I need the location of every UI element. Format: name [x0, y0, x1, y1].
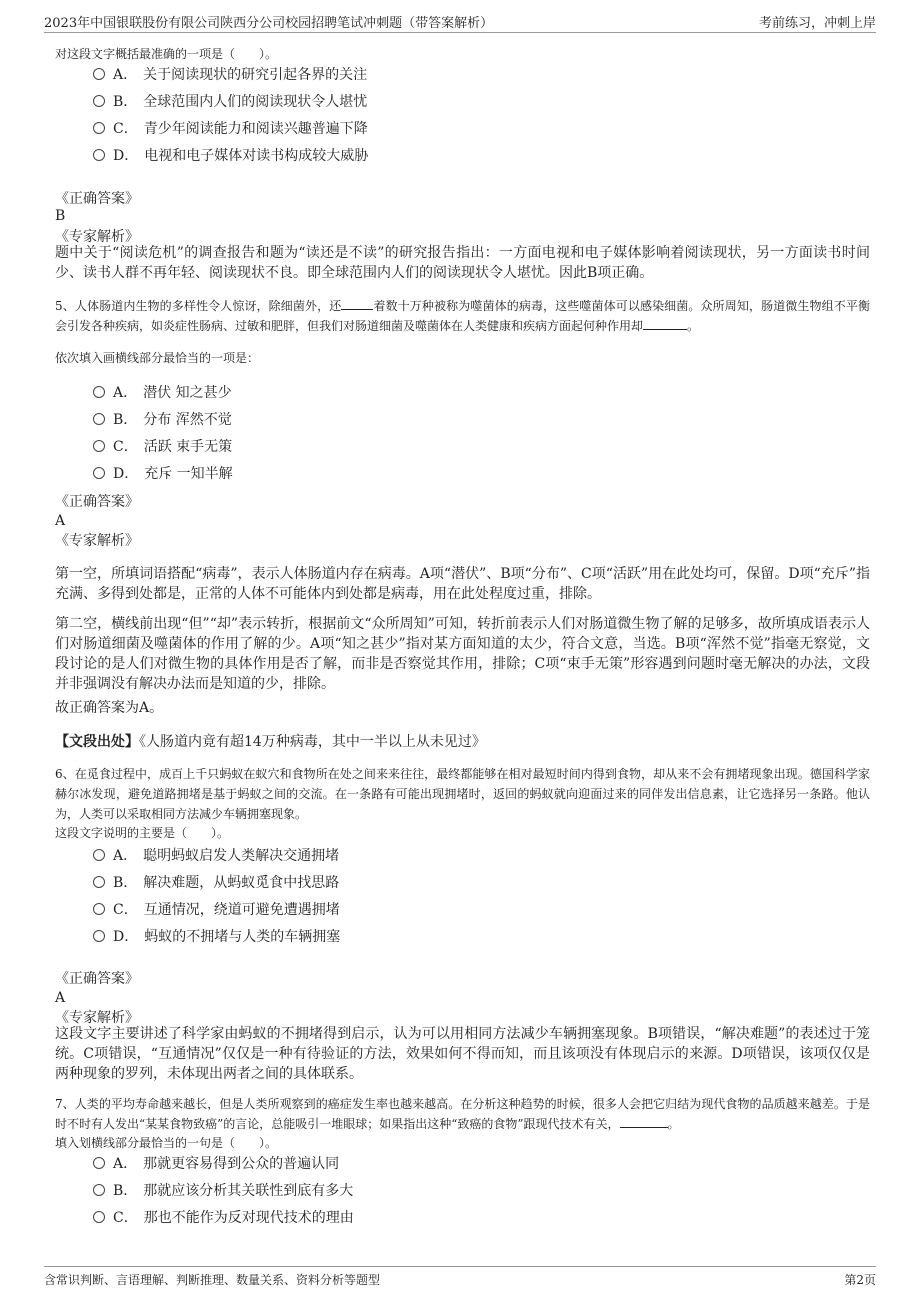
q5-analysis-p2: 第二空，横线前出现“但”“却”表示转折，根据前文“众所周知”可知，转折前表示人们对肠道微生物了解的足够多，故所填成语表示人们对肠道细菌及噬菌体的作用了解的少。A项“知之甚少”指对某方面知道的太少，符合文意，当选。B项“浑然不觉”指毫无察觉，文段讨论的是人们对微生物的具体作用是否了解，而非是否察觉其作用，排除；C项“束手无策”形容遇到问题时毫无解决的办法，文段并非强调没有解决办法而是知道的少，排除。 — [55, 616, 870, 692]
q5-stem: 5、人体肠道内生物的多样性令人惊讶，除细菌外，还 着数十万种被称为噬菌体的病毒，这些噬菌体可以感染细菌。众所周知，肠道微生物组不平衡会引发各种疾病，如炎症性肠病、过敏和肥胖，但我们对肠道细菌及噬菌体在人类健康和疾病方面起何种作用却 。 — [55, 299, 870, 333]
q6-answer: A — [55, 990, 66, 1006]
q4-option-b[interactable] — [93, 90, 367, 114]
q7-prompt: 填入划横线部分最恰当的一句是（ ）。 — [55, 1136, 278, 1150]
radio-icon[interactable] — [93, 930, 105, 942]
q5-option-c[interactable] — [93, 435, 232, 459]
option-text: 关于阅读现状的研究引起各界的关注 — [143, 67, 368, 83]
fill-blank-2 — [643, 329, 687, 330]
q4-answer: B — [55, 208, 66, 224]
option-text: 活跃 束手无策 — [143, 439, 233, 455]
q5-option-d[interactable] — [93, 462, 233, 486]
radio-icon[interactable] — [93, 849, 105, 861]
radio-icon[interactable] — [93, 1157, 105, 1169]
option-text: 聪明蚂蚁启发人类解决交通拥堵 — [143, 848, 340, 864]
option-letter: C． — [113, 439, 138, 455]
radio-icon[interactable] — [93, 95, 105, 107]
option-letter: D． — [113, 148, 139, 164]
fill-blank — [620, 1127, 668, 1128]
q6-prompt: 这段文字说明的主要是（ ）。 — [55, 826, 230, 840]
q4-answer-title: 《正确答案》 — [55, 191, 139, 207]
q5-analysis-title: 《专家解析》 — [55, 533, 139, 549]
option-text: 电视和电子媒体对读书构成较大威胁 — [144, 148, 369, 164]
radio-icon[interactable] — [93, 68, 105, 80]
q5-conclusion: 故正确答案为A。 — [55, 700, 164, 716]
option-text: 互通情况，绕道可避免遭遇拥堵 — [143, 902, 340, 918]
source-text: 《人肠道内竟有超14万种病毒，其中一半以上从未见过》 — [139, 734, 486, 750]
q6-option-b[interactable] — [93, 871, 339, 895]
option-letter: B． — [113, 875, 138, 891]
footer-note: 含常识判断、言语理解、判断推理、数量关系、资料分析等题型 — [44, 1273, 381, 1287]
q7-option-a[interactable] — [93, 1152, 339, 1176]
q5-answer-title: 《正确答案》 — [55, 494, 139, 510]
option-letter: B． — [113, 412, 138, 428]
q4-analysis-title: 《专家解析》 — [55, 229, 139, 245]
q7-option-b[interactable] — [93, 1179, 353, 1203]
q5-answer: A — [55, 513, 66, 529]
option-text: 那也不能作为反对现代技术的理由 — [143, 1210, 354, 1226]
option-letter: D． — [113, 929, 139, 945]
q5-source — [55, 732, 870, 752]
q6-stem: 6、在觅食过程中，成百上千只蚂蚁在蚁穴和食物所在处之间来来往往，最终都能够在相对最短时间内得到食物，却从来不会有拥堵现象出现。德国科学家赫尔冰发现，避免道路拥堵是基于蚂蚁之间的交流。在一条路有可能出现拥堵时，返回的蚂蚁就向迎面过来的同伴发出信息素，让它选择另一条路。他认为，人类可以采取相同方法减少车辆拥塞现象。 — [55, 767, 870, 821]
radio-icon[interactable] — [93, 149, 105, 161]
q5-option-b[interactable] — [93, 408, 232, 432]
radio-icon[interactable] — [93, 122, 105, 134]
radio-icon[interactable] — [93, 467, 105, 479]
option-letter: C． — [113, 121, 138, 137]
q6-option-a[interactable] — [93, 844, 339, 868]
q4-option-a[interactable] — [93, 63, 367, 87]
radio-icon[interactable] — [93, 1184, 105, 1196]
option-letter: A． — [113, 1156, 138, 1172]
q6-option-d[interactable] — [93, 925, 340, 949]
option-text: 潜伏 知之甚少 — [143, 385, 232, 401]
option-text: 那就更容易得到公众的普遍认同 — [143, 1156, 340, 1172]
option-letter: B． — [113, 1183, 138, 1199]
q6-analysis-title: 《专家解析》 — [55, 1010, 139, 1026]
option-text: 那就应该分析其关联性到底有多大 — [143, 1183, 354, 1199]
page-number: 第2页 — [844, 1273, 876, 1287]
option-letter: A． — [113, 385, 138, 401]
option-letter: A． — [113, 848, 138, 864]
q4-prompt: 对这段文字概括最准确的一项是（ ）。 — [55, 47, 278, 61]
page-header — [44, 8, 876, 33]
option-text: 全球范围内人们的阅读现状令人堪忧 — [143, 94, 368, 110]
option-text: 蚂蚁的不拥堵与人类的车辆拥塞 — [144, 929, 341, 945]
radio-icon[interactable] — [93, 413, 105, 425]
option-text: 青少年阅读能力和阅读兴趣普遍下降 — [143, 121, 368, 137]
q4-option-d[interactable] — [93, 144, 368, 168]
radio-icon[interactable] — [93, 386, 105, 398]
option-letter: A． — [113, 67, 138, 83]
option-letter: D． — [113, 466, 139, 482]
option-text: 充斥 一知半解 — [144, 466, 233, 482]
option-letter: B． — [113, 94, 138, 110]
header-slogan: 考前练习，冲刺上岸 — [758, 16, 876, 31]
header-title: 2023年中国银联股份有限公司陕西分公司校园招聘笔试冲刺题（带答案解析） — [44, 16, 494, 31]
radio-icon[interactable] — [93, 903, 105, 915]
fill-blank-1 — [341, 309, 373, 310]
option-letter: C． — [113, 1210, 138, 1226]
q5-prompt: 依次填入画横线部分最恰当的一项是： — [55, 351, 260, 365]
q7-stem: 7、人类的平均寿命越来越长，但是人类所观察到的癌症发生率也越来越高。在分析这种趋势的时候，很多人会把它归结为现代食物的品质越来越差。于是时不时有人发出“某某食物致癌”的言论，总能吸引一堆眼球；如果指出这种“致癌的食物”跟现代技术有关， 。 — [55, 1097, 870, 1131]
option-letter: C． — [113, 902, 138, 918]
q6-analysis: 这段文字主要讲述了科学家由蚂蚁的不拥堵得到启示，认为可以用相同方法减少车辆拥塞现象。B项错误，“解决难题”的表述过于笼统。C项错误，“互通情况”仅仅是一种有待验证的方法，效果如何不得而知，而且该项没有体现启示的来源。D项错误，该项仅仅是两种现象的罗列，未体现出两者之间的具体联系。 — [55, 1026, 870, 1082]
q6-option-c[interactable] — [93, 898, 340, 922]
q7-option-c[interactable] — [93, 1206, 354, 1230]
q5-option-a[interactable] — [93, 381, 232, 405]
page-footer — [44, 1266, 876, 1291]
radio-icon[interactable] — [93, 876, 105, 888]
radio-icon[interactable] — [93, 440, 105, 452]
radio-icon[interactable] — [93, 1211, 105, 1223]
q5-analysis-p1: 第一空，所填词语搭配“病毒”，表示人体肠道内存在病毒。A项“潜伏”、B项“分布”、C项“活跃”用在此处均可，保留。D项“充斥”指充满、多得到处都是，正常的人体不可能体内到处都是病毒，用在此处程度过重，排除。 — [55, 566, 870, 602]
source-label: 【文段出处】 — [55, 734, 139, 750]
q4-option-c[interactable] — [93, 117, 368, 141]
option-text: 分布 浑然不觉 — [143, 412, 232, 428]
q4-analysis: 题中关于“阅读危机”的调查报告和题为“读还是不读”的研究报告指出：一方面电视和电子媒体影响着阅读现状，另一方面读书时间少、读书人群不再年轻、阅读现状不良。即全球范围内人们的阅读现状令人堪忧。因此B项正确。 — [55, 245, 870, 281]
option-text: 解决难题，从蚂蚁觅食中找思路 — [143, 875, 340, 891]
q6-answer-title: 《正确答案》 — [55, 971, 139, 987]
